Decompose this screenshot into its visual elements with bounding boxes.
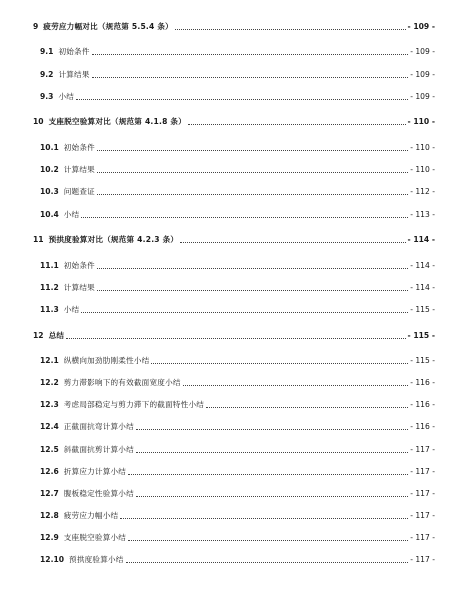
toc-entry-page: - 117 - xyxy=(410,511,435,520)
toc-entry-title: 折算应力计算小结 xyxy=(63,467,127,476)
toc-entry-page: - 109 - xyxy=(410,47,435,56)
toc-entry-page: - 110 - xyxy=(410,165,435,174)
toc-entry-12-9[interactable] xyxy=(40,532,435,544)
toc-entry-number: 12.1 xyxy=(40,356,59,365)
toc-leader-dots xyxy=(92,77,409,78)
toc-entry-title: 问题查证 xyxy=(63,187,95,196)
toc-entry-10[interactable] xyxy=(33,116,435,128)
toc-entry-page: - 113 - xyxy=(410,210,435,219)
toc-leader-dots xyxy=(188,124,406,125)
toc-leader-dots xyxy=(136,429,408,430)
toc-entry-page: - 115 - xyxy=(407,331,435,340)
toc-entry-number: 12.9 xyxy=(40,533,59,542)
toc-entry-number: 10.1 xyxy=(40,143,59,152)
toc-entry-page: - 116 - xyxy=(410,378,435,387)
toc-entry-number: 10.2 xyxy=(40,165,59,174)
toc-entry-title: 预拱度验算小结 xyxy=(69,555,124,564)
toc-entry-9-3[interactable] xyxy=(40,91,435,103)
toc-entry-page: - 117 - xyxy=(410,533,435,542)
toc-entry-12-4[interactable] xyxy=(40,421,435,433)
toc-entry-12-6[interactable] xyxy=(40,466,435,478)
toc-leader-dots xyxy=(128,540,408,541)
toc-leader-dots xyxy=(97,172,408,173)
toc-entry-number: 12.7 xyxy=(40,489,59,498)
toc-entry-title: 计算结果 xyxy=(63,283,95,292)
toc-leader-dots xyxy=(81,312,408,313)
toc-entry-number: 12 xyxy=(33,331,44,340)
toc-leader-dots xyxy=(126,562,409,563)
toc-entry-number: 11.2 xyxy=(40,283,59,292)
toc-entry-title: 计算结果 xyxy=(58,70,90,79)
toc-entry-number: 9.3 xyxy=(40,92,54,101)
toc-leader-dots xyxy=(175,29,406,30)
toc-entry-title: 初始条件 xyxy=(63,143,95,152)
toc-entry-10-3[interactable] xyxy=(40,186,435,198)
toc-leader-dots xyxy=(136,452,408,453)
toc-entry-title: 考虑局部稳定与剪力滞下的截面特性小结 xyxy=(63,400,205,409)
toc-entry-page: - 117 - xyxy=(410,555,435,564)
toc-entry-page: - 110 - xyxy=(407,117,435,126)
toc-entry-page: - 117 - xyxy=(410,467,435,476)
toc-entry-12-5[interactable] xyxy=(40,444,435,456)
toc-entry-page: - 115 - xyxy=(410,305,435,314)
toc-entry-page: - 112 - xyxy=(410,187,435,196)
toc-entry-title: 支座脱空验算对比（规范第 4.1.8 条） xyxy=(48,117,186,126)
toc-entry-number: 12.3 xyxy=(40,400,59,409)
toc-entry-number: 12.8 xyxy=(40,511,59,520)
toc-entry-number: 12.2 xyxy=(40,378,59,387)
toc-entry-number: 10.3 xyxy=(40,187,59,196)
toc-entry-number: 12.6 xyxy=(40,467,59,476)
toc-leader-dots xyxy=(97,150,408,151)
toc-entry-number: 9 xyxy=(33,22,39,31)
toc-leader-dots xyxy=(76,99,408,100)
toc-entry-page: - 117 - xyxy=(410,445,435,454)
toc-entry-title: 小结 xyxy=(58,92,75,101)
toc-entry-page: - 109 - xyxy=(407,22,435,31)
toc-entry-12-8[interactable] xyxy=(40,510,435,522)
toc-entry-page: - 110 - xyxy=(410,143,435,152)
toc-entry-10-4[interactable] xyxy=(40,209,435,221)
toc-leader-dots xyxy=(183,385,409,386)
toc-entry-12[interactable] xyxy=(33,330,435,342)
toc-entry-page: - 116 - xyxy=(410,400,435,409)
toc-entry-page: - 115 - xyxy=(410,356,435,365)
toc-entry-title: 初始条件 xyxy=(63,261,95,270)
toc-entry-10-2[interactable] xyxy=(40,164,435,176)
toc-entry-10-1[interactable] xyxy=(40,142,435,154)
toc-entry-title: 小结 xyxy=(63,305,80,314)
toc-entry-title: 斜截面抗剪计算小结 xyxy=(63,445,134,454)
toc-entry-number: 11.1 xyxy=(40,261,59,270)
toc-entry-title: 疲劳应力幅小结 xyxy=(63,511,119,520)
toc-entry-title: 初始条件 xyxy=(58,47,90,56)
toc-leader-dots xyxy=(136,496,408,497)
toc-entry-number: 9.2 xyxy=(40,70,54,79)
toc-leader-dots xyxy=(66,338,405,339)
toc-leader-dots xyxy=(81,217,408,218)
toc-entry-title: 支座脱空验算小结 xyxy=(63,533,127,542)
toc-entry-9-2[interactable] xyxy=(40,69,435,81)
toc-entry-title: 预拱度验算对比（规范第 4.2.3 条） xyxy=(48,235,179,244)
toc-entry-title: 剪力滞影响下的有效截面宽度小结 xyxy=(63,378,181,387)
toc-leader-dots xyxy=(97,194,408,195)
toc-entry-11-3[interactable] xyxy=(40,304,435,316)
toc-entry-number: 10.4 xyxy=(40,210,59,219)
toc-entry-9[interactable] xyxy=(33,21,435,33)
toc-leader-dots xyxy=(120,518,408,519)
toc-entry-title: 总结 xyxy=(48,331,65,340)
toc-entry-number: 10 xyxy=(33,117,44,126)
toc-entry-title: 正截面抗弯计算小结 xyxy=(63,422,134,431)
toc-leader-dots xyxy=(97,290,408,291)
toc-entry-page: - 117 - xyxy=(410,489,435,498)
toc-leader-dots xyxy=(128,474,408,475)
toc-entry-number: 12.4 xyxy=(40,422,59,431)
toc-entry-page: - 114 - xyxy=(410,261,435,270)
toc-entry-title: 小结 xyxy=(63,210,80,219)
toc-entry-title: 计算结果 xyxy=(63,165,95,174)
toc-entry-11-2[interactable] xyxy=(40,282,435,294)
toc-entry-11[interactable] xyxy=(33,234,435,246)
toc-leader-dots xyxy=(92,54,409,55)
toc-leader-dots xyxy=(151,363,408,364)
toc-entry-page: - 109 - xyxy=(410,92,435,101)
toc-entry-11-1[interactable] xyxy=(40,260,435,272)
toc-entry-title: 腹板稳定性验算小结 xyxy=(63,489,134,498)
toc-entry-title: 疲劳应力幅对比（规范第 5.5.4 条） xyxy=(43,22,173,31)
toc-entry-page: - 114 - xyxy=(407,235,435,244)
toc-entry-12-2[interactable] xyxy=(40,377,435,389)
toc-entry-number: 9.1 xyxy=(40,47,54,56)
toc-entry-number: 12.5 xyxy=(40,445,59,454)
toc-entry-page: - 114 - xyxy=(410,283,435,292)
toc-entry-number: 11 xyxy=(33,235,44,244)
toc-entry-12-1[interactable] xyxy=(40,355,435,367)
toc-leader-dots xyxy=(97,268,408,269)
toc-leader-dots xyxy=(206,407,408,408)
toc-entry-page: - 109 - xyxy=(410,70,435,79)
toc-entry-12-7[interactable] xyxy=(40,488,435,500)
toc-entry-page: - 116 - xyxy=(410,422,435,431)
toc-entry-number: 11.3 xyxy=(40,305,59,314)
toc-entry-number: 12.10 xyxy=(40,555,65,564)
toc-entry-title: 纵横向加劲肋刚柔性小结 xyxy=(63,356,150,365)
toc-entry-9-1[interactable] xyxy=(40,46,435,58)
toc-leader-dots xyxy=(180,242,405,243)
toc-entry-12-3[interactable] xyxy=(40,399,435,411)
toc-entry-12-10[interactable] xyxy=(40,554,435,566)
